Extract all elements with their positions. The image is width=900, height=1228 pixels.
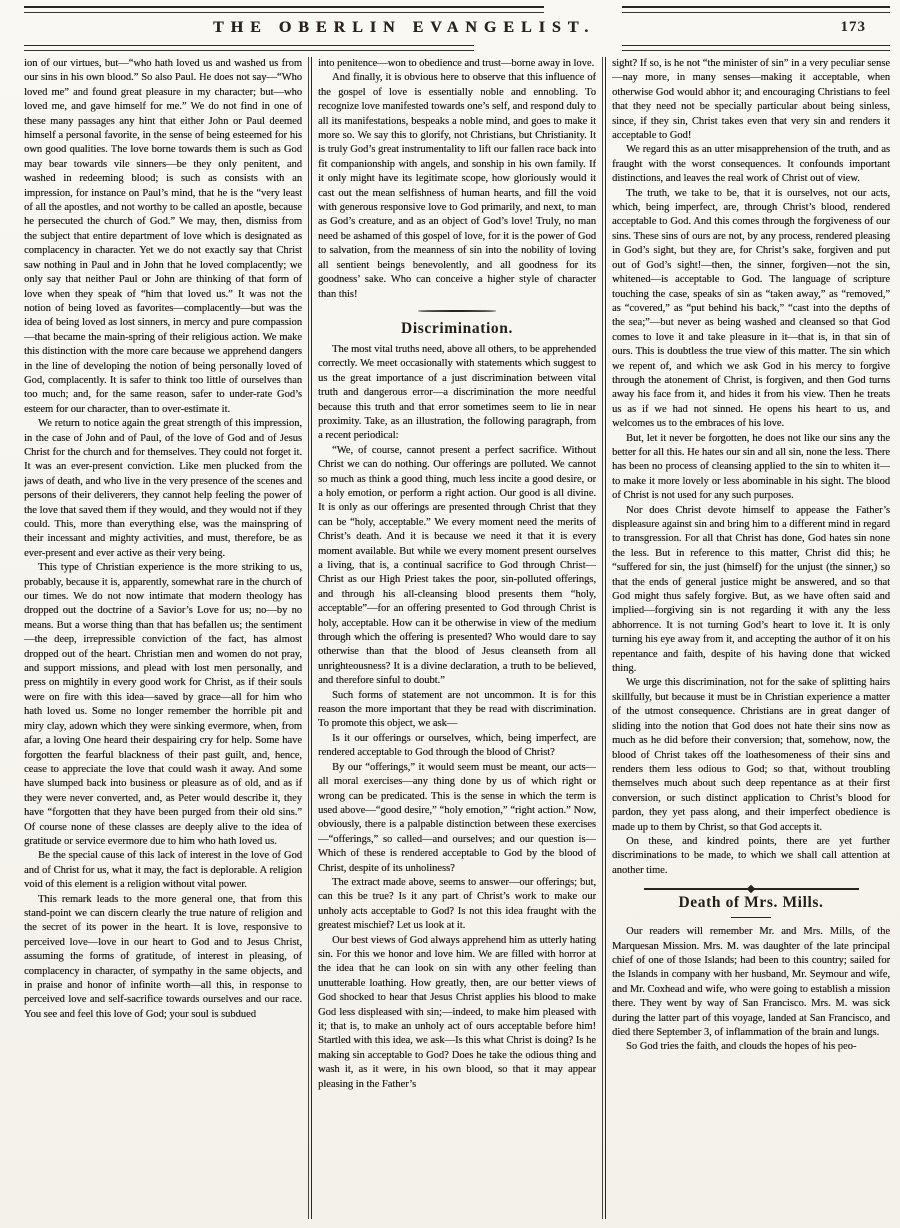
section-divider [644,888,859,890]
paragraph: So God tries the faith, and clouds the hopes of his peo- [626,1041,857,1053]
paragraph: Is it our offerings or ourselves, which, being imperfect, are rendered acceptable to God through the blood of Christ? [318,732,596,759]
masthead-title-row [0,13,900,45]
article-columns [0,51,900,1219]
paragraph: ion of our virtues, but—“who hath loved us and washed us from our sins in his own blood.” So also Paul. He does not say—“Who loved me” and found great pleasure in my character; but—who loved me, and gave himself for me.” We do not find in one of these many passages any hint that either John or Paul deemed himself a personal favorite, in the sense of being esteemed for his own good qualities. The love borne towards them is such as God may bear towards vile sinners—be they only penitent, and washed in redeeming blood; is such as consists with an impression, for instance on Paul’s mind, that he is the “very least of all the apostles, and not worthy to be called an apostle, because he persecuted the church of God.” We may, then, dismiss from the subject that entire department of love which is designated as complacency in character. Yet we do not exactly say that Christ saw nothing in Paul and in John that he loved complacently; we only say that neither Paul or John are thinking of that form of love when they speak of “him that loved us.” It was not the notion of being loved as favorites—complacently—but was the idea of being loved as lost sinners, in mercy and pure compassion—that became the main-spring of their religious action. We make this distinction with the more care because we apprehend dangers in the line of developing the notion of being personally loved of God, complacently. It is safer to think too little of ourselves than too much; and, for the same reason, safer to under-rate God’s esteem for our character, than to over-estimate it. [24,58,302,415]
paragraph: We regard this as an utter misapprehension of the truth, and as fraught with the worst consequences. It confounds important distinctions, and leaves the real work of Christ out of view. [612,144,890,185]
paragraph: The truth, we take to be, that it is ourselves, not our acts, which, being imperfect, are, through Christ’s blood, rendered acceptable to God. And this comes through the forgiveness of our sins. These sins of ours are not, by any process, rendered pleasing in God’s sight, but they are, for Christ’s sake, forgiven and put out of God’s sight!—then, the sinner, forgiven—not the sin, whitened—is acceptable to God. The language of scripture touching the case, speaks of sin as “taken away,” as “removed,” as “covered,” as “put behind his back,” “cast into the depths of the sea;”—but never as being washed and cleansed so that God comes to love it and take pleasure in it—that is, in that sin of ours. This is doubtless the true view of this matter. The sin which we repent of, and which we ask God in his mercy to forgive through the atonement of Christ, is forgiven, and then God turns away his face from it, and hides it from his view. Then he treats us as if we had not sinned. He opens his heart to us, and welcomes us to the embraces of his love. [612,187,890,430]
column-3 [612,57,890,1219]
column-divider [308,57,312,1219]
rule-segment [24,45,474,51]
paragraph: We urge this discrimination, not for the sake of splitting hairs skillfully, but because it must be in Christian experience a matter of the utmost consequence. Christians are in great danger of sliding into the notion that God does not hate their sins now as much as he did before their conversion; that, somehow, now, the blood of Christ takes off the loathesomeness of their sins and renders them less odious to God; so that, without troubling themselves much about such deep repentance as at their first conversion, or such distinct application to Christ’s blood for pardon, they yet pass along, and their imperfect obedience is made up to them by Christ, so that God accepts it. [612,677,890,833]
paragraph: Be the special cause of this lack of interest in the love of God and of Christ for us, what it may, the fact is deplorable. A religion void of this element is a religion without vital power. [24,850,302,891]
column-divider [602,57,606,1219]
paragraph: We return to notice again the great strength of this impression, in the case of John and of Paul, of the love of God and of Jesus Christ for the church and for themselves. They could not forget it. It was an ever-present conviction. Like men plucked from the jaws of death, and who live in the very presence of the scenes and persons of their deliverers, they cannot help feeling the power of the love that saved them if they would, and they would not if they could. This, more than everything else, was the mainspring of their incessant and mighty activities, and must, therefore, be as ever-present and ever active as their very being. [24,418,302,559]
paragraph: The extract made above, seems to answer—our offerings; but, can this be true? Is it any part of Christ’s work to make our unholy acts acceptable to God? Is not this idea fraught with the greatest mischief? Let us look at it. [318,876,596,932]
paragraph: into penitence—won to obedience and trust—borne away in love. [318,58,595,69]
masthead-bottom-rule [0,45,900,51]
paragraph: Our best views of God always apprehend him as utterly hating sin. For this we honor and love him. We are filled with horror at the idea that he can look on sin with any other feeling than unutterable loathing. How greatly, then, are our better views of God shocked to hear that Jesus Christ applies his blood to make God less displeased with sin;—indeed, to make him pleased with it; that is, to make an unholy act of ours acceptable before him! Startled with this idea, we ask—Is this what Christ is doing? Is he making sin acceptable to God? Does he take the odious thing and wash it, as it were, in his own blood, so that it may appear pleasing in the Father’s [318,934,596,1090]
paragraph: “We, of course, cannot present a perfect sacrifice. Without Christ we can do nothing. Our offerings are polluted. We cannot so much as think a good thing, much less incite a good desire, or a holy emotion, or perform a right action. Our good is all divine. It is only as our offerings are presented through Christ that they can be “holy, acceptable.” We every moment need the merits of Christ’s death. And it is because we need it that it is every moment available. But while we every moment present ourselves a living, that is, a continual sacrifice to God through Christ—Christ as our High Priest takes the poor, sin-polluted offerings, and through his all-cleansing blood presents them “holy, acceptable”—for an offering presented to God through Christ is holy, acceptable. How can it be otherwise in view of the medium through which the offering is presented? Who would dare to say otherwise than that the blood of Jesus cleanseth from all unrighteousness? It is a divine declaration, a truth to be believed, and therefore sinful to doubt.” [318,444,596,687]
page-number: 173 [840,19,866,35]
column-1 [24,57,302,1219]
section-heading: Death of Mrs. Mills. [678,894,824,912]
paragraph: By our “offerings,” it would seem must be meant, our acts—all moral exercises—any thing done by us of which right or wrong can be predicated. This is the sense in which the term is used above—“good desire,” “holy emotion,” “right action.” Now, obviously, there is a palpable distinction between these exercises—“offerings,” so called—and ourselves; and our question is—Which of these is rendered acceptable to God by the blood of Christ, despite of its unholiness? [318,761,596,874]
paragraph: This remark leads to the more general one, that from this stand-point we can discern clearly the true nature of religion and the secret of its power in the heart. It is love, responsive to perceived love—love in our heart to God and to Jesus Christ, assuming the forms of gratitude, of interest in pleasing, of complacency in character, of sympathy in the same objects, and in praise and honor of infinite worth—all this, in response to perceived love and self-sacrifice towards ourselves and our race. You see and feel this love of God; your soul is subdued [24,893,302,1020]
column-2 [318,57,596,1219]
paragraph: Our readers will remember Mr. and Mrs. Mills, of the Marquesan Mission. Mrs. M. was daughter of the late principal chief of one of those Islands; had been to this country; sailed for the Islands in company with her husband, Mr. Seymour and wife, and Mr. Coxhead and wife, who were going to establish a mission there. They went by way of San Francisco. Mrs. M. was sick during the latter part of this voyage, landed at San Francisco, and died there September 3, of inflammation of the brain and lungs. [612,926,890,1038]
rule-segment [622,6,890,13]
paragraph: This type of Christian experience is the more striking to us, probably, because it is, apparently, somewhat rare in the church of our times. We do not now intimate that modern theology has dropped out the doctrine of a Savior’s Love for us; no—by no means. But a worse thing than that has befallen us; the sentiment—the deep, irrepressible conviction of the fact, has almost dropped out of the heart. Christian men and women do not pray, and support missions, and plead with lost men personally, and press on mightily in every good work for Christ, as if their souls were on fire with this idea—saved by grace—all for him who hath loved us. Some no longer remember the horrible pit and miry clay, adown which they were sinking evermore, when, from afar, a loving One heard their despairing cry for help. Some have forgotten the fearful blackness of their past guilt, and, hence, cease to appreciate the love that could wash it away. And some have slumped back into business or pleasure as of old, and as if they were never converted, and, as Peter would describe it, they have “forgotten that they have been purged from their old sins.” Of course none of these classes are deeply alive to the idea of gratitude or service evermore due to him who hath loved us. [24,562,302,847]
publication-title: THE OBERLIN EVANGELIST. [212,19,596,36]
section-divider [731,917,771,918]
paragraph: And finally, it is obvious here to observe that this influence of the gospel of love is essentially noble and ennobling. To recognize love manifested towards one’s self, and respond duly to all its manifestations, bespeaks a noble mind, and goes to make it more so. We say this to glorify, not Christians, but Christianity. It is truly God’s great instrumentality to lift our fallen race back into fit companionship with angels, and sonship in his own family. If it only might have its legitimate scope, how gloriously would it cast out the mean selfishness of human hearts, and fill the void with generous responsive love to God primarily, and next, to man as God’s creature, and as an object of God’s love! Truly, no man need be ashamed of this gospel of love, for it is the power of God to salvation, from the meanness of sin into the nobility of loving all sentient beings benevolently, and all goodness for its goodness’ sake. Who can conceive a higher style of character than this! [318,72,596,300]
paragraph: Nor does Christ devote himself to appease the Father’s displeasure against sin and bring him to a different mind in regard to transgression. For all that Christ has done, God hates sin none the less. But in reference to this matter, Christ did this; he “suffered for sin, the just (himself) for the unjust (the sinner,) so that the ends of general justice might be answered, and so that God might thus safely forgive. But, as we have often said and implied—forgiving sin is not regarding it with any the less abhorrence. It is not turning God’s heart to love it. It is only turning his eye away from it, and accepting the author of it on his repentance and faith, despite of his having done that wicked thing. [612,504,890,675]
paragraph: The most vital truths need, above all others, to be apprehended correctly. We meet occasionally with statements which suggest to us the great importance of a just discrimination between vital truth and dangerous error—a discrimination the more needful because this truth and that error sometimes seem to lie in near proximity. Take, as an illustration, the following paragraph, from a recent periodical: [318,343,596,442]
section-divider [418,310,496,312]
section-heading: Discrimination. [401,319,513,337]
rule-segment [24,6,544,13]
rule-segment [622,45,890,51]
paragraph: sight? If so, is he not “the minister of sin” in a very peculiar sense—nay more, in many senses—making it acceptable, when otherwise God would abhor it; and encouraging Christians to feel that they need not be specially particular about being sinless, since, if they sin, Christ takes even that very sin and renders it acceptable to God! [612,58,890,142]
paragraph: Such forms of statement are not uncommon. It is for this reason the more important that they be read with discrimination. To promote this object, we ask— [318,689,596,730]
masthead-top-rule [0,6,900,13]
paragraph: On these, and kindred points, there are yet further discriminations to be made, to which we shall call attention at another time. [612,835,890,876]
masthead [0,0,900,51]
paragraph: But, let it never be forgotten, he does not like our sins any the better for all this. He hates our sin and all sin, none the less. There has been no process of cleansing applied to the sin to whiten it—to make it more lovely or less abominable in his sight. The blood of Christ is not used for any such purposes. [612,432,890,502]
